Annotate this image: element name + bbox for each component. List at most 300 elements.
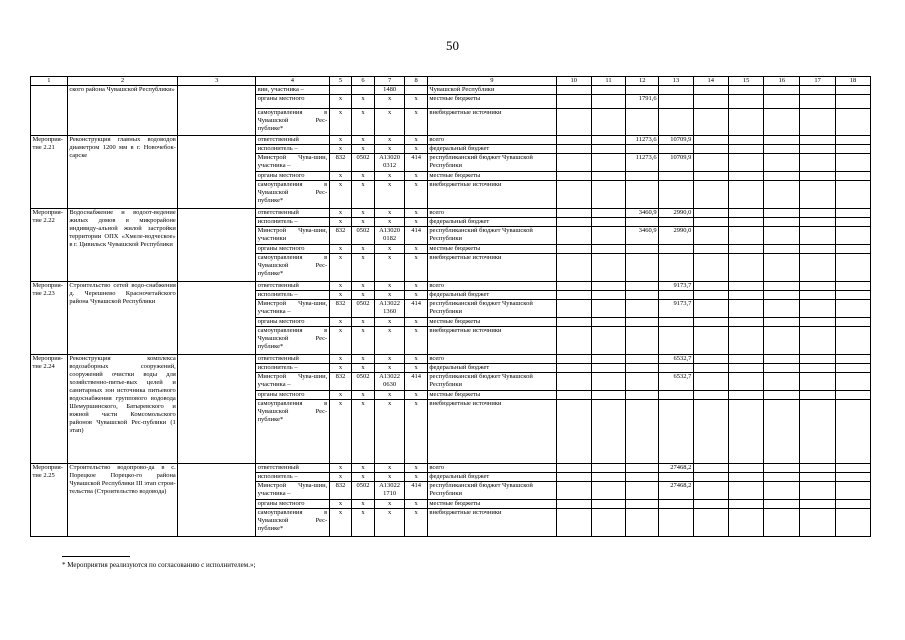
funding-source: местные бюджеты: [427, 95, 556, 109]
column-number: 11: [591, 77, 626, 86]
funding-source: Чувашской Республики: [427, 86, 556, 95]
value-cell: [764, 327, 800, 355]
value-cell: [591, 373, 626, 391]
value-cell: [693, 181, 728, 209]
value-cell: [626, 300, 659, 318]
value-cell: [659, 172, 694, 181]
column-number: 1: [31, 77, 68, 86]
value-cell: [764, 464, 800, 473]
value-cell: [659, 86, 694, 95]
code-cell: x: [374, 145, 405, 154]
value-cell: [836, 473, 871, 482]
value-cell: [836, 400, 871, 464]
measure-id: [31, 86, 68, 136]
value-cell: [626, 391, 659, 400]
measure-id: Мероприя-тие 2.25: [31, 464, 68, 537]
value-cell: [591, 327, 626, 355]
value-cell: [764, 209, 800, 218]
column-number: 8: [405, 77, 428, 86]
value-cell: [764, 318, 800, 327]
value-cell: [659, 218, 694, 227]
value-cell: 3460,9: [626, 209, 659, 218]
code-cell: x: [374, 109, 405, 136]
code-cell: x: [352, 473, 375, 482]
code-cell: x: [329, 209, 352, 218]
measure-id: Мероприя-тие 2.24: [31, 355, 68, 464]
value-cell: [693, 227, 728, 245]
table-row: [31, 209, 871, 218]
value-cell: [693, 509, 728, 537]
value-cell: [800, 172, 836, 181]
value-cell: [800, 482, 836, 500]
executor-cell: исполнитель –: [256, 473, 330, 482]
value-cell: [556, 364, 591, 373]
value-cell: 2990,0: [659, 227, 694, 245]
value-cell: [728, 482, 764, 500]
code-cell: 0502: [352, 300, 375, 318]
table-row: [31, 136, 871, 145]
value-cell: [659, 327, 694, 355]
code-cell: x: [329, 254, 352, 282]
value-cell: [836, 318, 871, 327]
measure-name: Реконструкция комплекса водозаборных сооружений, сооружений очистки воды для хозяйственно-питье-вых целей и санитарных зон источника питьевого водоснабжения группового водовода Шемуршинского, Батыревского и южной части Комсомольского районов Чувашской Рес-публики (1 этап): [67, 355, 177, 464]
value-cell: [728, 86, 764, 95]
code-cell: x: [352, 500, 375, 509]
value-cell: [626, 245, 659, 254]
value-cell: [591, 509, 626, 537]
executor-cell: ответственный: [256, 282, 330, 291]
value-cell: [626, 327, 659, 355]
funding-source: всего: [427, 282, 556, 291]
executor-cell: органы местного: [256, 500, 330, 509]
value-cell: [626, 464, 659, 473]
value-cell: [556, 218, 591, 227]
value-cell: [556, 136, 591, 145]
code-cell: x: [329, 391, 352, 400]
code-cell: x: [352, 209, 375, 218]
code-cell: x: [405, 109, 428, 136]
column-number: 10: [556, 77, 591, 86]
funding-source: республиканский бюджет Чувашской Республики: [427, 300, 556, 318]
funding-source: федеральный бюджет: [427, 291, 556, 300]
code-cell: 414: [405, 227, 428, 245]
value-cell: [659, 318, 694, 327]
code-cell: x: [405, 254, 428, 282]
value-cell: [728, 291, 764, 300]
funding-source: федеральный бюджет: [427, 145, 556, 154]
code-cell: x: [374, 500, 405, 509]
value-cell: [836, 95, 871, 109]
measure-name: Реконструкция главных водоводов диаметром 1200 мм в г. Новочебок-сарске: [67, 136, 177, 209]
code-cell: x: [374, 209, 405, 218]
executor-cell: органы местного: [256, 245, 330, 254]
value-cell: [800, 209, 836, 218]
value-cell: [800, 355, 836, 364]
value-cell: [693, 355, 728, 364]
footnote-divider: [62, 556, 130, 557]
code-cell: [329, 86, 352, 95]
column-number: 4: [256, 77, 330, 86]
executor-cell: Минстрой Чува-шии, участника –: [256, 154, 330, 172]
code-cell: x: [329, 282, 352, 291]
value-cell: [764, 500, 800, 509]
code-cell: x: [405, 245, 428, 254]
code-cell: x: [374, 400, 405, 464]
code-cell: x: [352, 364, 375, 373]
value-cell: 9173,7: [659, 282, 694, 291]
code-cell: x: [405, 282, 428, 291]
value-cell: [836, 145, 871, 154]
value-cell: [764, 136, 800, 145]
code-cell: x: [405, 391, 428, 400]
value-cell: [836, 464, 871, 473]
executor-cell: органы местного: [256, 95, 330, 109]
funding-source: внебюджетные источники: [427, 400, 556, 464]
measure-name: Водоснабжение и водоот-ведение жилых домов в микрорайоне индивиду-альной жилой застройки территории ОПХ «Хмеле-водческое» в г. Цивильск Чувашской Республики: [67, 209, 177, 282]
empty-cell: [178, 86, 256, 136]
value-cell: [693, 95, 728, 109]
code-cell: x: [329, 464, 352, 473]
code-cell: x: [374, 473, 405, 482]
value-cell: [591, 464, 626, 473]
value-cell: [659, 509, 694, 537]
value-cell: [591, 218, 626, 227]
executor-cell: ответственный: [256, 136, 330, 145]
code-cell: 1480: [374, 86, 405, 95]
value-cell: [800, 509, 836, 537]
code-cell: x: [329, 291, 352, 300]
footnote: * Мероприятия реализуются по согласованию с исполнителем.»;: [62, 561, 256, 569]
value-cell: [693, 245, 728, 254]
value-cell: [764, 391, 800, 400]
value-cell: [591, 364, 626, 373]
value-cell: [836, 327, 871, 355]
value-cell: 27468,2: [659, 464, 694, 473]
value-cell: [764, 282, 800, 291]
value-cell: [800, 300, 836, 318]
value-cell: [728, 181, 764, 209]
value-cell: [626, 400, 659, 464]
value-cell: [591, 318, 626, 327]
code-cell: x: [352, 400, 375, 464]
value-cell: [591, 136, 626, 145]
code-cell: x: [352, 95, 375, 109]
value-cell: [693, 327, 728, 355]
column-number: 15: [728, 77, 764, 86]
value-cell: [556, 291, 591, 300]
value-cell: [659, 364, 694, 373]
funding-source: местные бюджеты: [427, 172, 556, 181]
code-cell: x: [405, 172, 428, 181]
value-cell: [591, 227, 626, 245]
funding-source: внебюджетные источники: [427, 254, 556, 282]
column-number: 14: [693, 77, 728, 86]
value-cell: [728, 154, 764, 172]
value-cell: [556, 181, 591, 209]
value-cell: [591, 181, 626, 209]
value-cell: [591, 282, 626, 291]
column-number: 2: [67, 77, 177, 86]
funding-source: республиканский бюджет Чувашской Республики: [427, 154, 556, 172]
code-cell: x: [329, 327, 352, 355]
value-cell: [556, 318, 591, 327]
column-number: 17: [800, 77, 836, 86]
code-cell: x: [352, 327, 375, 355]
value-cell: [836, 227, 871, 245]
executor-cell: ответственный: [256, 209, 330, 218]
funding-source: внебюджетные источники: [427, 327, 556, 355]
value-cell: [800, 95, 836, 109]
value-cell: [800, 327, 836, 355]
value-cell: [591, 500, 626, 509]
value-cell: [836, 509, 871, 537]
value-cell: [800, 136, 836, 145]
value-cell: [764, 473, 800, 482]
executor-cell: самоуправления в Чувашской Рес-публике*: [256, 181, 330, 209]
code-cell: x: [329, 95, 352, 109]
code-cell: x: [405, 136, 428, 145]
value-cell: [556, 400, 591, 464]
funding-source: республиканский бюджет Чувашской Республики: [427, 373, 556, 391]
code-cell: x: [352, 181, 375, 209]
value-cell: [728, 227, 764, 245]
code-cell: 414: [405, 300, 428, 318]
code-cell: A13022 1360: [374, 300, 405, 318]
value-cell: [626, 318, 659, 327]
measure-id: Мероприя-тие 2.22: [31, 209, 68, 282]
value-cell: [728, 391, 764, 400]
value-cell: [728, 209, 764, 218]
value-cell: [693, 218, 728, 227]
page-number: 50: [446, 38, 459, 53]
value-cell: [764, 254, 800, 282]
executor-cell: ответственный: [256, 464, 330, 473]
executor-cell: органы местного: [256, 318, 330, 327]
executor-cell: органы местного: [256, 172, 330, 181]
value-cell: [764, 482, 800, 500]
value-cell: [728, 300, 764, 318]
code-cell: x: [405, 145, 428, 154]
value-cell: [591, 355, 626, 364]
value-cell: [693, 209, 728, 218]
table-row: [31, 86, 871, 95]
value-cell: [693, 391, 728, 400]
value-cell: [836, 500, 871, 509]
value-cell: [693, 172, 728, 181]
executor-cell: вии, участника –: [256, 86, 330, 95]
value-cell: [659, 245, 694, 254]
value-cell: 3460,9: [626, 227, 659, 245]
funding-source: федеральный бюджет: [427, 364, 556, 373]
value-cell: [626, 509, 659, 537]
code-cell: x: [374, 95, 405, 109]
code-cell: x: [374, 136, 405, 145]
value-cell: [556, 227, 591, 245]
value-cell: [836, 136, 871, 145]
code-cell: x: [352, 245, 375, 254]
value-cell: [800, 218, 836, 227]
code-cell: 414: [405, 373, 428, 391]
code-cell: x: [405, 218, 428, 227]
value-cell: [693, 154, 728, 172]
value-cell: [556, 327, 591, 355]
value-cell: [728, 473, 764, 482]
code-cell: x: [374, 254, 405, 282]
value-cell: [626, 473, 659, 482]
value-cell: [626, 218, 659, 227]
measure-name: ского района Чувашской Республики»: [67, 86, 177, 136]
value-cell: [556, 95, 591, 109]
funding-source: местные бюджеты: [427, 245, 556, 254]
value-cell: [659, 391, 694, 400]
value-cell: [626, 181, 659, 209]
value-cell: [728, 464, 764, 473]
value-cell: [836, 391, 871, 400]
empty-cell: [178, 282, 256, 355]
value-cell: [728, 254, 764, 282]
value-cell: [556, 464, 591, 473]
code-cell: x: [352, 509, 375, 537]
code-cell: 0502: [352, 482, 375, 500]
column-number: 9: [427, 77, 556, 86]
value-cell: [556, 209, 591, 218]
value-cell: [836, 245, 871, 254]
value-cell: [836, 181, 871, 209]
value-cell: [764, 227, 800, 245]
code-cell: x: [329, 509, 352, 537]
value-cell: [591, 391, 626, 400]
code-cell: x: [405, 473, 428, 482]
executor-cell: исполнитель –: [256, 145, 330, 154]
funding-source: федеральный бюджет: [427, 473, 556, 482]
code-cell: x: [374, 391, 405, 400]
column-number: 7: [374, 77, 405, 86]
executor-cell: исполнитель –: [256, 291, 330, 300]
value-cell: [626, 482, 659, 500]
value-cell: [659, 500, 694, 509]
value-cell: [693, 109, 728, 136]
value-cell: [556, 86, 591, 95]
code-cell: 832: [329, 482, 352, 500]
funding-source: местные бюджеты: [427, 391, 556, 400]
value-cell: [764, 400, 800, 464]
value-cell: [800, 245, 836, 254]
value-cell: [836, 282, 871, 291]
code-cell: x: [405, 509, 428, 537]
code-cell: x: [374, 291, 405, 300]
funding-source: всего: [427, 464, 556, 473]
executor-cell: Минстрой Чува-шии, участника –: [256, 300, 330, 318]
executor-cell: органы местного: [256, 391, 330, 400]
code-cell: 414: [405, 154, 428, 172]
value-cell: [800, 373, 836, 391]
code-cell: 0502: [352, 154, 375, 172]
funding-source: республиканский бюджет Чувашской Республики: [427, 227, 556, 245]
value-cell: [728, 500, 764, 509]
value-cell: [626, 86, 659, 95]
code-cell: x: [374, 355, 405, 364]
code-cell: x: [352, 254, 375, 282]
value-cell: [728, 245, 764, 254]
value-cell: [556, 154, 591, 172]
value-cell: [556, 473, 591, 482]
executor-cell: самоуправления в Чувашской Рес-публике*: [256, 327, 330, 355]
code-cell: x: [352, 355, 375, 364]
code-cell: x: [405, 355, 428, 364]
value-cell: [728, 355, 764, 364]
value-cell: [836, 355, 871, 364]
value-cell: [693, 318, 728, 327]
value-cell: [800, 391, 836, 400]
value-cell: [764, 373, 800, 391]
code-cell: x: [352, 218, 375, 227]
funding-source: федеральный бюджет: [427, 218, 556, 227]
value-cell: [626, 373, 659, 391]
value-cell: [836, 109, 871, 136]
code-cell: x: [352, 145, 375, 154]
code-cell: x: [374, 509, 405, 537]
value-cell: [556, 245, 591, 254]
value-cell: [659, 181, 694, 209]
value-cell: [659, 95, 694, 109]
value-cell: [659, 291, 694, 300]
value-cell: [764, 181, 800, 209]
value-cell: [800, 291, 836, 300]
value-cell: [728, 400, 764, 464]
measure-id: Мероприя-тие 2.21: [31, 136, 68, 209]
executor-cell: Минстрой Чува-шии, участника –: [256, 482, 330, 500]
value-cell: [836, 154, 871, 172]
code-cell: [352, 86, 375, 95]
code-cell: x: [352, 464, 375, 473]
value-cell: [591, 95, 626, 109]
funding-source: всего: [427, 136, 556, 145]
code-cell: x: [374, 318, 405, 327]
value-cell: [693, 400, 728, 464]
funding-source: внебюджетные источники: [427, 181, 556, 209]
executor-cell: ответственный: [256, 355, 330, 364]
value-cell: [728, 373, 764, 391]
value-cell: [556, 172, 591, 181]
code-cell: x: [374, 364, 405, 373]
value-cell: [764, 109, 800, 136]
value-cell: [800, 154, 836, 172]
measure-name: Строительство сетей водо-снабжения д. Черешнево Красночетайского района Чувашской Республики: [67, 282, 177, 355]
value-cell: [728, 318, 764, 327]
value-cell: [836, 373, 871, 391]
executor-cell: исполнитель –: [256, 218, 330, 227]
executor-cell: самоуправления в Чувашской Рес-публике*: [256, 509, 330, 537]
code-cell: x: [329, 473, 352, 482]
value-cell: [626, 254, 659, 282]
code-cell: x: [329, 172, 352, 181]
value-cell: [728, 172, 764, 181]
value-cell: [728, 95, 764, 109]
value-cell: [693, 373, 728, 391]
value-cell: [800, 400, 836, 464]
value-cell: [591, 482, 626, 500]
value-cell: [591, 145, 626, 154]
code-cell: x: [329, 355, 352, 364]
code-cell: x: [329, 181, 352, 209]
funding-source: внебюджетные источники: [427, 509, 556, 537]
value-cell: [591, 291, 626, 300]
code-cell: x: [329, 145, 352, 154]
column-number: 16: [764, 77, 800, 86]
value-cell: [556, 373, 591, 391]
code-cell: x: [352, 282, 375, 291]
executor-cell: самоуправления в Чувашской Рес-публике*: [256, 254, 330, 282]
